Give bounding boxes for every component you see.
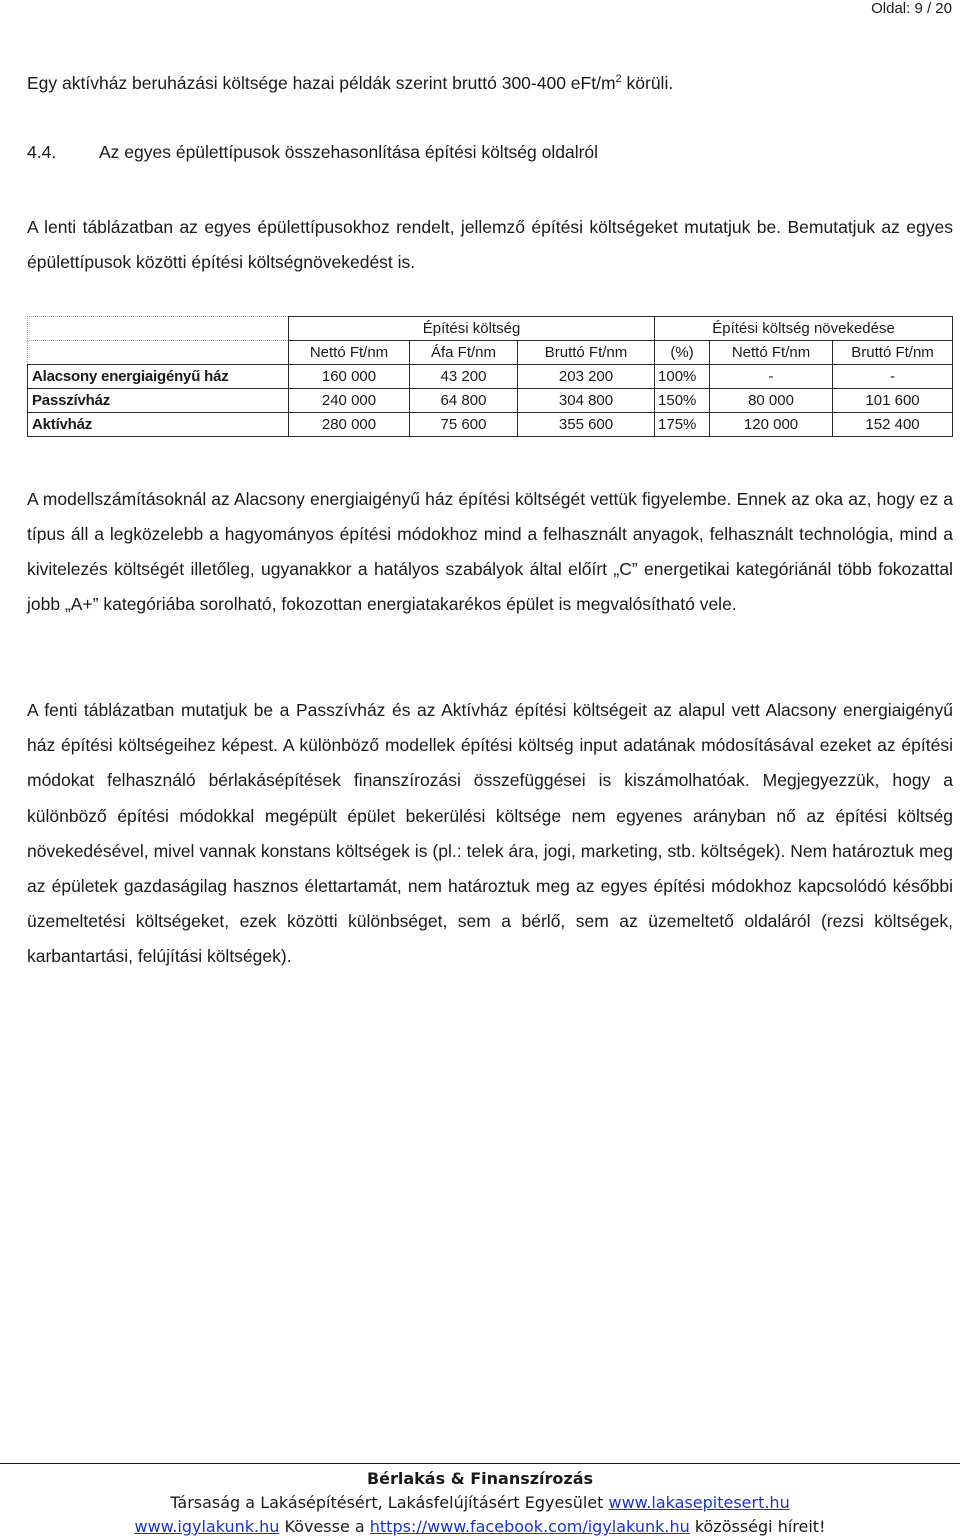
group-header-cost: Építési költség (289, 317, 655, 341)
table-row (28, 389, 953, 413)
table-cell: 175% (655, 413, 710, 437)
table-cell: 304 800 (518, 389, 655, 413)
paragraph-model-basis: A modellszámításoknál az Alacsony energiaigényű ház építési költségét vettük figyelembe. Ennek az oka az, hogy ez a típus áll a legközelebb a hagyományos építési módokhoz mind a felhasznált anyagok, felhasznált technológia, mind a kivitelezés költségét illetőleg, ugyanakkor a hatályos szabályok által előírt „C” energetikai kategóriánál több fokozattal jobb „A+” kategóriába sorolható, fokozottan energiatakarékos épület is megvalósítható vele. (27, 489, 953, 614)
intro-text: Egy aktívház beruházási költsége hazai példák szerint bruttó 300-400 eFt/m (27, 73, 616, 93)
table-cell: - (833, 365, 953, 389)
table-group-header-row (28, 317, 953, 341)
row-label: Aktívház (28, 413, 289, 437)
section-heading (27, 141, 598, 163)
table-cell: 100% (655, 365, 710, 389)
section-number: 4.4. (27, 142, 57, 162)
table-cell: 150% (655, 389, 710, 413)
column-header: Bruttó Ft/nm (833, 341, 953, 365)
footer-divider (0, 1463, 960, 1464)
section-title: Az egyes épülettípusok összehasonlítása építési költség oldalról (99, 142, 599, 162)
column-header: Áfa Ft/nm (410, 341, 518, 365)
footer-line-association (0, 1491, 960, 1515)
table-cell: 120 000 (710, 413, 833, 437)
page-footer (0, 1467, 960, 1539)
group-header-increase: Építési költség növekedése (655, 317, 953, 341)
page-number: Oldal: 9 / 20 (871, 0, 952, 17)
footer-follow-text: Kövesse a (279, 1517, 370, 1536)
paragraph-table-intro: A lenti táblázatban az egyes épülettípusokhoz rendelt, jellemző építési költségeket mutatjuk be. Bemutatjuk az egyes épülettípusok közötti építési költségnövekedést is. (27, 217, 953, 272)
column-header: Nettó Ft/nm (710, 341, 833, 365)
row-label: Alacsony energiaigényű ház (28, 365, 289, 389)
table-cell: - (710, 365, 833, 389)
table-cell: 75 600 (410, 413, 518, 437)
footer-line-social (0, 1515, 960, 1539)
paragraph-comparison-notes: A fenti táblázatban mutatjuk be a Passzívház és az Aktívház építési költségeit az alapul vett Alacsony energiaigényű ház építési költségeihez képest. A különböző modellek építési költség input adatának módosításával ezeket az építési módokat felhasználó bérlakásépítések finanszírozási összefüggései is kiszámolhatóak. Megjegyezzük, hogy a különböző építési módokkal megépült épület bekerülési költsége nem egyenes arányban nő az építési költség növekedésével, mivel vannak konstans költségek is (pl.: telek ára, jogi, marketing, stb. költségek). Nem határoztuk meg az épületek gazdaságilag hasznos élettartamát, nem határoztuk meg az egyes építési módokhoz kapcsolódó későbbi üzemeltetési költségeket, ezek közötti különbséget, sem a bérlő, sem az üzemeltető oldaláról (rezsi költségek, karbantartási, felújítási költségek). (27, 700, 953, 967)
table-corner-cell (28, 341, 289, 365)
table-cell: 80 000 (710, 389, 833, 413)
table-cell: 240 000 (289, 389, 410, 413)
table-row (28, 413, 953, 437)
table-cell: 355 600 (518, 413, 655, 437)
footer-news-text: közösségi híreit! (689, 1517, 826, 1536)
table-cell: 280 000 (289, 413, 410, 437)
column-header: Nettó Ft/nm (289, 341, 410, 365)
table-cell: 203 200 (518, 365, 655, 389)
row-label: Passzívház (28, 389, 289, 413)
intro-superscript: 2 (615, 73, 622, 85)
footer-link-igylakunk[interactable]: www.igylakunk.hu (134, 1517, 280, 1536)
intro-paragraph (27, 72, 937, 94)
table-column-header-row (28, 341, 953, 365)
intro-suffix: körüli. (621, 73, 674, 93)
footer-link-lakasepitesert[interactable]: www.lakasepitesert.hu (608, 1493, 790, 1512)
table-row (28, 365, 953, 389)
footer-org-name: Bérlakás & Finanszírozás (366, 1469, 594, 1488)
column-header: (%) (655, 341, 710, 365)
table-cell: 101 600 (833, 389, 953, 413)
table-cell: 160 000 (289, 365, 410, 389)
table-cell: 43 200 (410, 365, 518, 389)
table-corner-cell (28, 317, 289, 341)
cost-comparison-table (27, 316, 953, 437)
column-header: Bruttó Ft/nm (518, 341, 655, 365)
footer-association-text: Társaság a Lakásépítésért, Lakásfelújításért Egyesület (170, 1493, 609, 1512)
footer-link-facebook[interactable]: https://www.facebook.com/igylakunk.hu (369, 1517, 690, 1536)
table-cell: 64 800 (410, 389, 518, 413)
table-cell: 152 400 (833, 413, 953, 437)
